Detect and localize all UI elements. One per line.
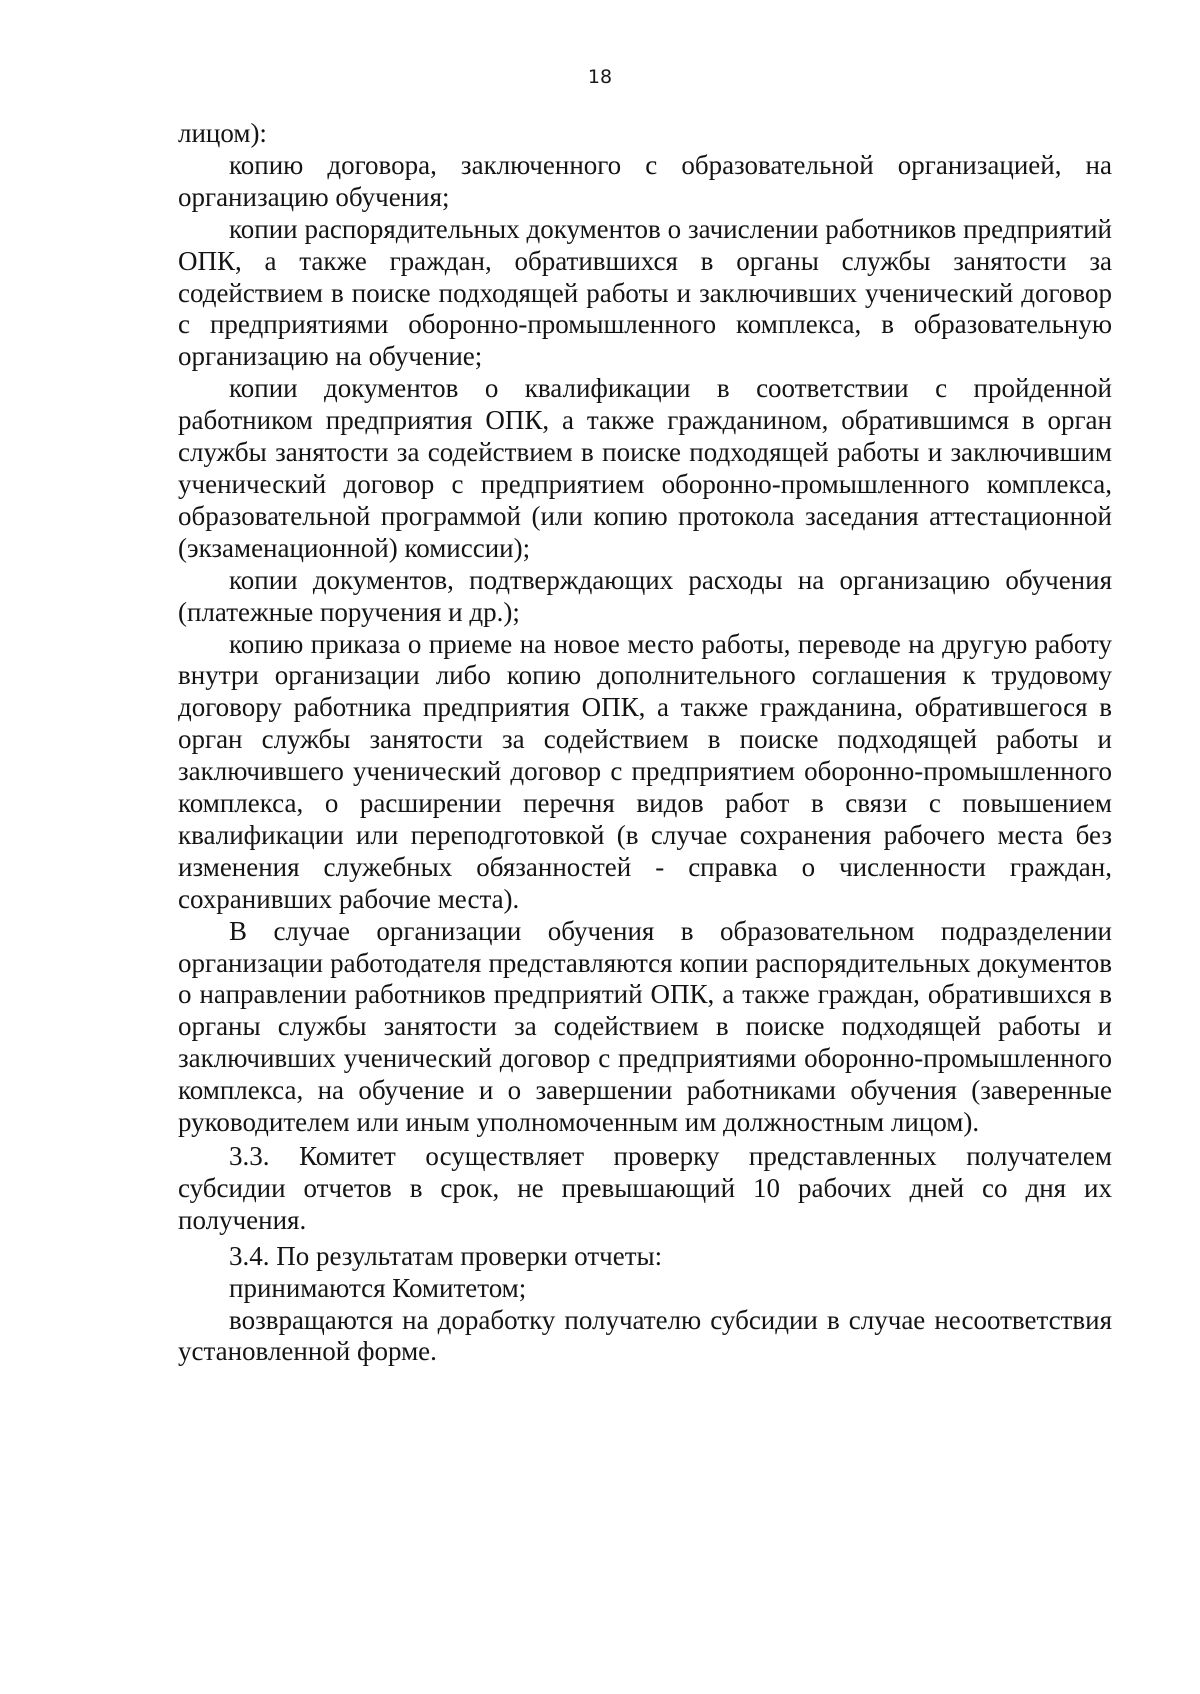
paragraph-section-3-4: 3.4. По результатам проверки отчеты: <box>229 1240 663 1271</box>
paragraph-returned: возвращаются на доработку получателю субсидии в случае несоответствия установленной форме. <box>178 1304 1112 1367</box>
paragraph-qualification-documents: копии документов о квалификации в соответствии с пройденной работником предприятия ОПК, а также гражданином, обратившимся в орган службы занятости за содействием в поиске подходящей работы и заключившим ученический договор с предприятием оборонно-промышленного комплекса, образовательной программой (или копию протокола заседания аттестационной (экзаменационной) комиссии); <box>178 373 1112 563</box>
page-number: 18 <box>587 66 613 88</box>
paragraph-contract-copy: копию договора, заключенного с образовательной организацией, на организацию обучения; <box>178 149 1112 212</box>
paragraph-continuation: лицом): <box>178 118 267 148</box>
paragraph-expense-documents: копии документов, подтверждающих расходы на организацию обучения (платежные поручения и др.); <box>178 564 1112 627</box>
paragraph-section-3-3: 3.3. Комитет осуществляет проверку представленных получателем субсидии отчетов в срок, не превышающий 10 рабочих дней со дня их получения. <box>178 1141 1112 1235</box>
paragraph-internal-training: В случае организации обучения в образовательном подразделении организации работодателя представляются копии распорядительных документов о направлении работников предприятий ОПК, а также граждан, обратившихся в органы службы занятости за содействием в поиске подходящей работы и заключивших ученический договор с предприятиями оборонно-промышленного комплекса, на обучение и о завершении работниками обучения (заверенные руководителем или иным уполномоченным им должностным лицом). <box>178 915 1112 1138</box>
document-body <box>178 118 1112 1368</box>
paragraph-accepted: принимаются Комитетом; <box>229 1272 527 1303</box>
paragraph-enrollment-documents: копии распорядительных документов о зачислении работников предприятий ОПК, а также граждан, обратившихся в органы службы занятости за содействием в поиске подходящей работы и заключивших ученический договор с предприятиями оборонно-промышленного комплекса, в образовательную организацию на обучение; <box>178 213 1112 372</box>
paragraph-hiring-order: копию приказа о приеме на новое место работы, переводе на другую работу внутри организации либо копию дополнительного соглашения к трудовому договору работника предприятия ОПК, а также гражданина, обратившегося в орган службы занятости за содействием в поиске подходящей работы и заключившего ученический договор с предприятием оборонно-промышленного комплекса, о расширении перечня видов работ в связи с повышением квалификации или переподготовкой (в случае сохранения рабочего места без изменения служебных обязанностей - справка о численности граждан, сохранивших рабочие места). <box>178 628 1112 914</box>
